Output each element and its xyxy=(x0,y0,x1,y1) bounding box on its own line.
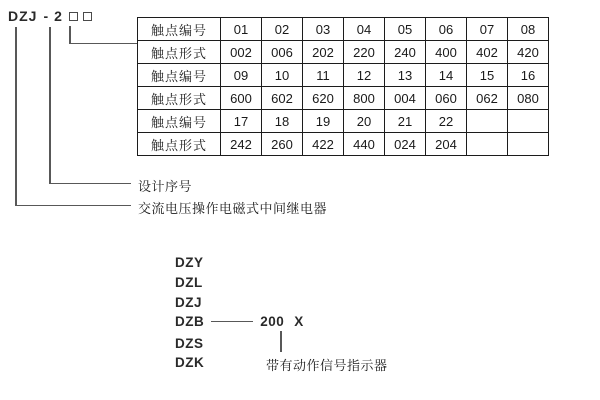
row-header-cell: 触点形式 xyxy=(138,87,221,110)
series-item-dzy: DZY xyxy=(175,255,204,270)
series-item-dzs: DZS xyxy=(175,336,204,351)
value-cell: 004 xyxy=(385,87,426,110)
value-cell: 10 xyxy=(262,64,303,87)
value-cell: 03 xyxy=(303,18,344,41)
value-cell: 20 xyxy=(344,110,385,133)
series-item-dzj: DZJ xyxy=(175,295,203,310)
contact-table-row xyxy=(138,133,549,156)
model-separator: - xyxy=(43,8,50,24)
series-item-dzl: DZL xyxy=(175,275,203,290)
value-cell: 09 xyxy=(221,64,262,87)
value-cell: 22 xyxy=(426,110,467,133)
value-cell: 240 xyxy=(385,41,426,64)
value-cell: 11 xyxy=(303,64,344,87)
value-cell: 062 xyxy=(467,87,508,110)
relay-description-label: 交流电压操作电磁式中间继电器 xyxy=(138,201,328,216)
dzb-value: 200 xyxy=(260,314,285,329)
value-cell xyxy=(467,133,508,156)
value-cell: 16 xyxy=(508,64,549,87)
value-cell: 13 xyxy=(385,64,426,87)
row-header-cell: 触点形式 xyxy=(138,41,221,64)
value-cell: 400 xyxy=(426,41,467,64)
value-cell: 204 xyxy=(426,133,467,156)
value-cell xyxy=(508,133,549,156)
contact-table-row xyxy=(138,87,549,110)
value-cell: 15 xyxy=(467,64,508,87)
value-cell: 006 xyxy=(262,41,303,64)
value-cell: 17 xyxy=(221,110,262,133)
row-header-cell: 触点编号 xyxy=(138,18,221,41)
value-cell: 01 xyxy=(221,18,262,41)
series-item-dzb: DZB xyxy=(175,314,205,329)
dzb-connector-line xyxy=(211,321,253,323)
series-item-dzb-row xyxy=(175,314,304,329)
row-header-cell: 触点编号 xyxy=(138,110,221,133)
contact-table xyxy=(137,17,549,156)
design-serial-label: 设计序号 xyxy=(138,179,193,194)
contact-table-row xyxy=(138,64,549,87)
value-cell: 02 xyxy=(262,18,303,41)
dzb-suffix: X xyxy=(294,314,304,329)
indicator-note-label: 带有动作信号指示器 xyxy=(266,358,388,373)
callout-line-box-vertical xyxy=(69,26,71,44)
value-cell: 440 xyxy=(344,133,385,156)
value-cell xyxy=(508,110,549,133)
value-cell: 04 xyxy=(344,18,385,41)
value-cell: 12 xyxy=(344,64,385,87)
value-cell: 602 xyxy=(262,87,303,110)
model-code xyxy=(8,8,92,24)
value-cell: 21 xyxy=(385,110,426,133)
value-cell xyxy=(467,110,508,133)
model-prefix: DZJ xyxy=(8,8,38,24)
callout-line-serial-vertical xyxy=(49,27,51,184)
indicator-connector-line xyxy=(280,331,282,352)
row-header-cell: 触点编号 xyxy=(138,64,221,87)
value-cell: 600 xyxy=(221,87,262,110)
value-cell: 08 xyxy=(508,18,549,41)
placeholder-box-icon xyxy=(69,12,78,21)
value-cell: 202 xyxy=(303,41,344,64)
value-cell: 18 xyxy=(262,110,303,133)
callout-line-relay-vertical xyxy=(15,27,17,206)
value-cell: 260 xyxy=(262,133,303,156)
callout-line-serial-horizontal xyxy=(49,183,131,185)
value-cell: 002 xyxy=(221,41,262,64)
value-cell: 19 xyxy=(303,110,344,133)
value-cell: 800 xyxy=(344,87,385,110)
value-cell: 14 xyxy=(426,64,467,87)
value-cell: 080 xyxy=(508,87,549,110)
value-cell: 620 xyxy=(303,87,344,110)
value-cell: 402 xyxy=(467,41,508,64)
contact-table-body xyxy=(138,18,549,156)
value-cell: 024 xyxy=(385,133,426,156)
value-cell: 422 xyxy=(303,133,344,156)
value-cell: 220 xyxy=(344,41,385,64)
model-serial: 2 xyxy=(54,8,63,24)
series-item-dzk: DZK xyxy=(175,355,205,370)
contact-table-row xyxy=(138,18,549,41)
row-header-cell: 触点形式 xyxy=(138,133,221,156)
placeholder-box-icon xyxy=(83,12,92,21)
value-cell: 060 xyxy=(426,87,467,110)
contact-table-row xyxy=(138,41,549,64)
value-cell: 06 xyxy=(426,18,467,41)
value-cell: 242 xyxy=(221,133,262,156)
callout-line-box-horizontal xyxy=(69,43,138,45)
callout-line-relay-horizontal xyxy=(15,205,131,207)
value-cell: 420 xyxy=(508,41,549,64)
value-cell: 05 xyxy=(385,18,426,41)
value-cell: 07 xyxy=(467,18,508,41)
contact-table-row xyxy=(138,110,549,133)
